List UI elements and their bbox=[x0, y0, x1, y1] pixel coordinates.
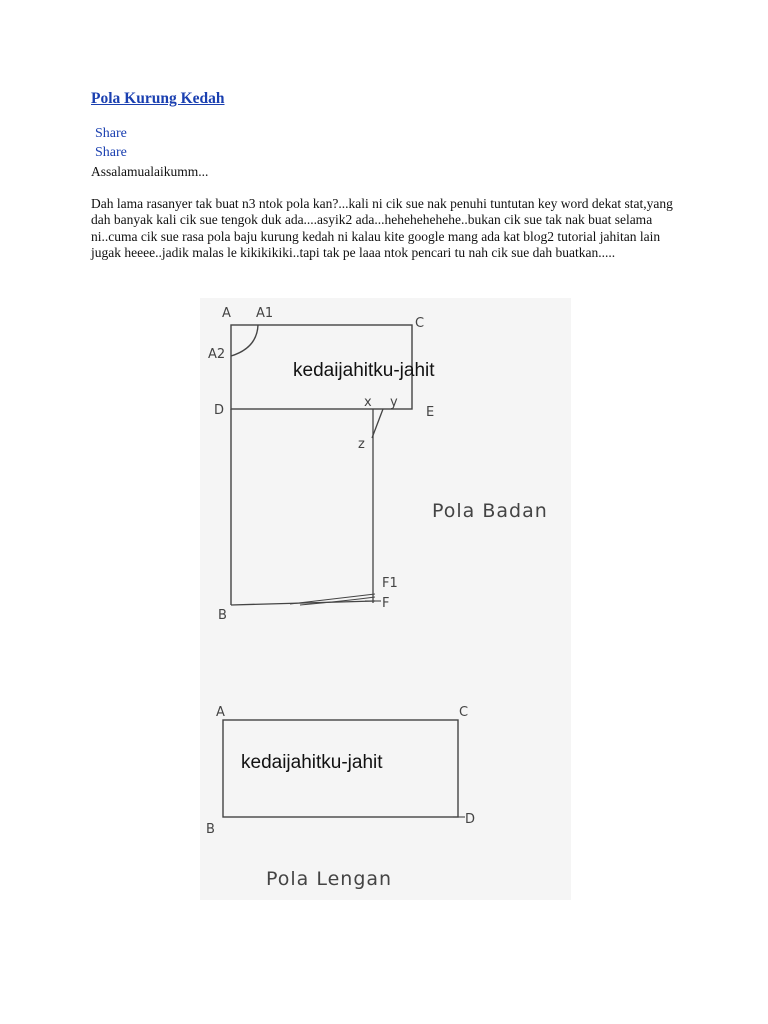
sleeve-pattern bbox=[206, 705, 475, 890]
label-c: C bbox=[415, 316, 425, 331]
label-z: z bbox=[358, 437, 365, 452]
label-e: E bbox=[426, 405, 435, 420]
label-y: y bbox=[390, 395, 398, 410]
label-b: B bbox=[218, 608, 227, 623]
sleeve-label-d: D bbox=[465, 812, 476, 827]
share-link-secondary[interactable]: Share bbox=[95, 145, 127, 160]
label-a: A bbox=[222, 306, 231, 321]
watermark-text: kedaijahitku-jahit bbox=[293, 360, 435, 381]
share-link[interactable]: Share bbox=[95, 126, 127, 141]
body-pattern-caption: Pola Badan bbox=[432, 500, 548, 522]
label-f1: F1 bbox=[382, 576, 398, 591]
sleeve-watermark-text: kedaijahitku-jahit bbox=[241, 752, 383, 773]
post-paragraph: Dah lama rasanyer tak buat n3 ntok pola kan?...kali ni cik sue nak penuhi tuntutan key word dekat stat,yang dah banyak kali cik sue tengok duk ada....asyik2 ada...hehehehehehe..bukan cik sue tak nak buat selama ni..cuma cik sue rasa pola baju kurung kedah ni kalau kite google mang ada kat blog2 tutorial jahitan lain jugak heeee..jadik malas le kikikikiki..tapi tak pe laaa ntok pencari tu nah cik sue dah buatkan..... bbox=[91, 196, 673, 260]
sleeve-pattern-caption: Pola Lengan bbox=[266, 868, 393, 890]
sleeve-label-b: B bbox=[206, 822, 215, 837]
label-a1: A1 bbox=[256, 306, 274, 321]
pattern-photo bbox=[200, 298, 571, 900]
label-d: D bbox=[214, 403, 225, 418]
body-pattern bbox=[208, 306, 548, 623]
post-title-link[interactable]: Pola Kurung Kedah bbox=[91, 90, 225, 107]
pattern-drawing bbox=[200, 298, 571, 900]
label-f: F bbox=[382, 596, 390, 611]
greeting-text: Assalamualaikumm... bbox=[91, 164, 209, 179]
label-a2: A2 bbox=[208, 347, 226, 362]
sleeve-label-a: A bbox=[216, 705, 225, 720]
sleeve-label-c: C bbox=[459, 705, 469, 720]
label-x: x bbox=[364, 395, 372, 410]
